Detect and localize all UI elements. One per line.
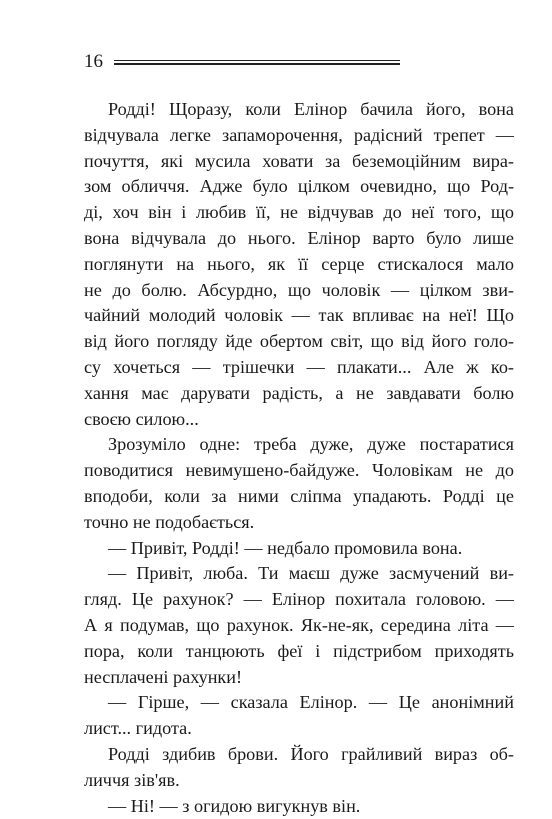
text-line: вона відчувала до нього. Елінор варто було лише [84,227,514,248]
text-line: точно не подобається. [84,511,255,532]
text-line: — Привіт, Родді! — недбало промовила вона. [108,537,463,558]
paragraph [84,742,514,794]
text-line: гляд. Це рахунок? — Елінор похитала головою. — [84,589,514,610]
text-line: Родді здибив брови. Його грайливий вираз об- [108,743,514,764]
text-line: вподоби, коли за ними сліпма упадають. Родді це [84,485,514,506]
text-line: своєю силою... [84,408,199,429]
body-text [84,97,514,819]
text-line: пора, коли танцюють феї і підстрибом приходять [84,640,514,661]
text-line: поводитися невимушено-байдуже. Чоловікам не до [84,460,514,481]
header-rule-line [114,63,400,64]
text-line: А я подумав, що рахунок. Як-не-як, середина літа — [84,614,514,635]
text-line: — Ні! — з огидою вигукнув він. [108,795,361,816]
text-line: Родді! Щоразу, коли Елінор бачила його, вона [108,99,514,119]
paragraph [84,690,514,742]
text-line: відчувала легке запаморочення, радісний трепет — [84,124,514,145]
header-rule-line [114,60,400,61]
paragraph [84,794,514,819]
text-line: не до болю. Абсурдно, що чоловік — цілком зви- [84,279,514,300]
paragraph [84,97,514,432]
text-line: Зрозуміло одне: треба дуже, дуже постаратися [108,434,514,455]
page-header [84,50,103,74]
text-line: лист... гидота. [84,718,192,739]
paragraph [84,432,514,535]
text-line: від його погляду йде обертом світ, що від його голо- [84,331,514,352]
paragraph [84,561,514,690]
paragraph [84,536,514,562]
text-line: — Гірше, — сказала Елінор. — Це анонімний [108,692,514,713]
page-number: 16 [84,51,103,72]
text-line: — Привіт, люба. Ти маєш дуже засмучений ви- [108,563,514,584]
text-line: почуття, які мусила ховати за беземоційним вира- [84,150,514,171]
text-line: несплачені рахунки! [84,666,243,687]
text-line: зом обличчя. Адже було цілком очевидно, що Род- [84,176,514,197]
text-line: хання має дарувати радість, а не завдавати болю [84,382,514,403]
text-line: чайний молодий чоловік — так впливає на неї! Що [84,305,514,326]
header-rule [114,60,400,67]
text-line: су хочеться — трішечки — плакати... Але ж ко- [84,356,514,377]
text-line: поглянути на нього, як її серце стискалося мало [84,253,514,274]
text-line: личчя зів'яв. [84,769,180,790]
text-line: ді, хоч він і любив її, не відчував до неї того, що [84,202,514,223]
